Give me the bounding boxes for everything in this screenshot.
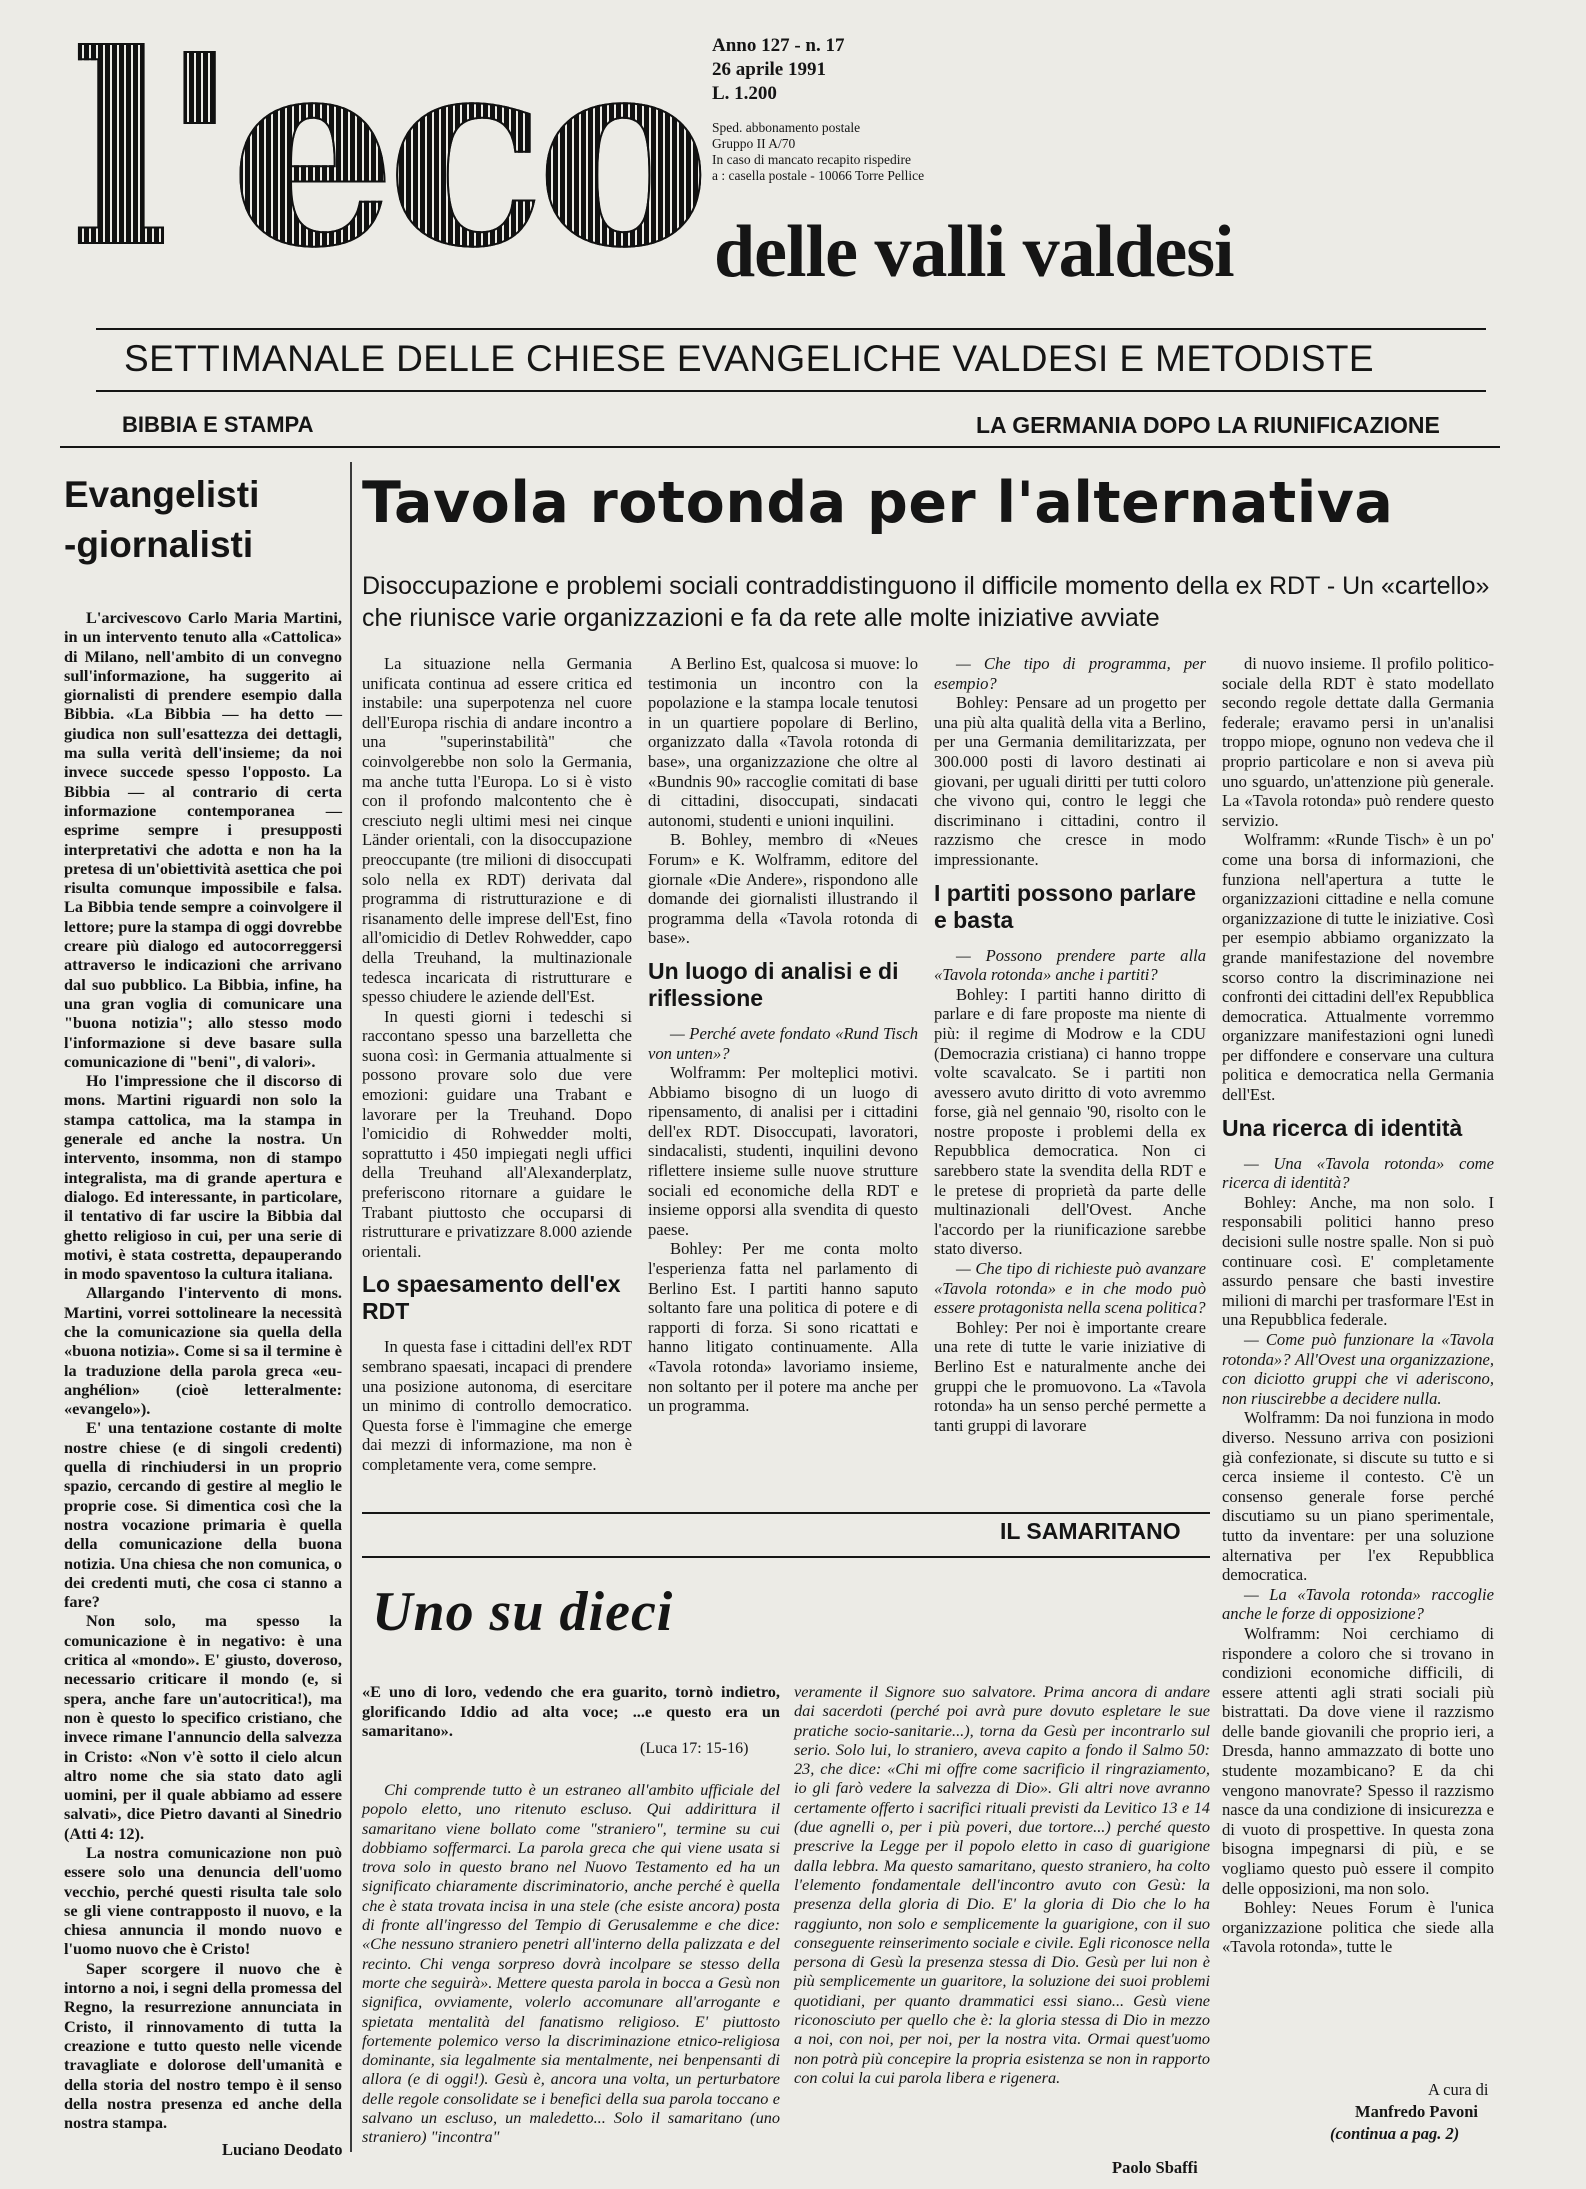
subheading: I partiti possono parlare e basta <box>934 879 1196 933</box>
samaritan-reference: (Luca 17: 15-16) <box>640 1740 749 1757</box>
left-title-line: -giornalisti <box>64 524 254 565</box>
paragraph: Wolframm: Per molteplici motivi. Abbiamo bisogno di un luogo di ripensamento, di analisi per i cittadini dell'ex RDT. Disoccupati, lavoratori, sindacalisti, studenti, inquilini devono riflettere insieme sulle nuove strutture sociali ed economiche della RDT e insieme opporsi alla svendita di questo paese. <box>648 1063 918 1239</box>
masthead-rule-top <box>96 328 1486 330</box>
left-paragraph: L'arcivescovo Carlo Maria Martini, in un intervento tenuto alla «Cattolica» di Milano, nell'ambito di un convegno sull'informazione, ha suggerito ai giornalisti di prendere esempio dalla Bibbia. «La Bibbia — ha detto — giudica non sull'esattezza dei dettagli, ma sulla verità dell'insieme; da noi invece succede spesso l'opposto. La Bibbia — al contrario di certa informazione contemporanea — esprime sempre i presupposti interpretativi che adotta e non ha la pretesa di un'obiettività asettica che poi risulta comunque impossibile e falsa. La Bibbia tende sempre a coinvolgere il lettore; pure la stampa di oggi dovrebbe creare più dialogo ed autocorreggersi attraverso le indicazioni che arrivano dal suo pubblico. La Bibbia, infine, ha una gran voglia di comunicare una "buona notizia"; allo stesso modo l'informazione si deve basare sulla comunicazione di "beni", di valori». <box>64 608 342 1071</box>
paragraph: Bohley: Neues Forum è l'unica organizzazione politica che siede alla «Tavola rotonda», tutte le <box>1222 1898 1494 1957</box>
subheading: Un luogo di analisi e di riflessione <box>648 957 899 1011</box>
credit-line: A cura di <box>1428 2080 1489 2099</box>
main-column-4 <box>1222 654 1494 2068</box>
samaritan-rule <box>362 1512 1210 1514</box>
interview-question: — La «Tavola rotonda» raccoglie anche le forze di opposizione? <box>1222 1584 1494 1624</box>
paragraph: Bohley: I partiti hanno diritto di parlare e di fare proposte ma niente di più: il regime di Modrow e la CDU (Democrazia cristiana) ci hanno troppe volte scavalcato. Se i partiti non avessero avuto diritto di voto avremmo forse, già nel gennaio '90, risolto con le nostre proposte i problemi della ex Repubblica democratica. Non ci sarebbero state la svendita della RDT e le pretese di proprietà da parte delle multinazionali dell'Ovest. Anche l'accordo per la riunificazione sarebbe stato diverso. <box>934 984 1206 1259</box>
paragraph: di nuovo insieme. Il profilo politico-sociale della RDT è stato modellato secondo regole dettate dalla Germania federale; eravamo persi in un'analisi troppo miope, ognuno non vedeva che il proprio particolare e non si aveva più uno sguardo, un'attenzione più generale. La «Tavola rotonda» può rendere questo servizio. <box>1222 654 1494 830</box>
interview-question: — Come può funzionare la «Tavola rotonda»? All'Ovest una organizzazione, con diciotto gruppi che vi aderiscono, non riuscirebbe a decidere nulla. <box>1222 1330 1494 1408</box>
paragraph: A Berlino Est, qualcosa si muove: lo testimonia un incontro con la popolazione e la stampa locale tenutosi in un quartiere popolare di Berlino, organizzato dalla «Tavola rotonda di base», una organizzazione che oltre al «Bundnis 90» raccoglie comitati di base di cittadini, disoccupati, sindacati autonomi, studenti e unioni inquilini. <box>648 654 918 830</box>
postal-line: a : casella postale - 10066 Torre Pellice <box>712 168 925 183</box>
left-paragraph: E' una tentazione costante di molte nostre chiese (e di singoli credenti) quella di rinchiudersi in un proprio spazio, cercando di gestire al meglio le proprie cose. Si dimentica così che la nostra vocazione primaria è quella della comunicazione della buona notizia. Una chiesa che non comunica, o dei credenti muti, che cosa ci stanno a fare? <box>64 1418 342 1612</box>
paragraph: In questa fase i cittadini dell'ex RDT sembrano spaesati, incapaci di prendere una posizione autonoma, di esercitare un minimo di controllo democratico. Questa forse è l'immagine che emerge dai mezzi di informazione, ma non è completamente vera, come sempre. <box>362 1337 632 1474</box>
issue-info <box>712 34 1072 106</box>
interview-question: — Che tipo di programma, per esempio? <box>934 654 1206 693</box>
left-author: Luciano Deodato <box>222 2140 343 2159</box>
left-kicker: BIBBIA E STAMPA <box>122 412 314 437</box>
column-divider <box>350 462 352 2152</box>
postal-line: In caso di mancato recapito rispedire <box>712 152 912 167</box>
subheading: Lo spaesamento dell'ex RDT <box>362 1271 621 1325</box>
samaritan-title: Uno su dieci <box>372 1581 674 1643</box>
issue-price: L. 1.200 <box>712 83 777 104</box>
samaritan-rule-2 <box>362 1556 1210 1558</box>
samaritan-column-2: veramente il Signore suo salvatore. Prima ancora di andare dai sacerdoti (perché poi avrà pure dovuto espletare le sue pratiche socio-sanitarie...), torna da Gesù per incontrarlo sul serio. Solo lui, lo straniero, aveva capito a fondo il Salmo 50: 23, che dice: «Chi mi offre come sacrificio il ringraziamento, io gli farò vedere la salvezza di Dio». Gli altri nove avranno certamente offerto i sacrifici rituali previsti da Levitico 13 e 14 (due agnelli o, per i più poveri, due tortore...) perché questo prescrive la Legge per il popolo eletto in caso di guarigione dalla lebbra. Ma questo samaritano, questo straniero, ha colto l'elemento fondamentale dell'incontro avuto con Gesù: la presenza della gloria di Dio. E' la gloria di Dio che lo ha raggiunto, non solo e semplicemente la guarigione, con il suo conseguente reinserimento sociale e civile. Egli riconosce nella persona di Gesù la presenza stessa di Dio. Gesù per lui non è più semplicemente un guaritore, la soluzione dei suoi problemi quotidiani, per quanto drammatici essi siano... Gesù viene riconosciuto per quello che è: la gloria stessa di Dio in mezzo a noi, con noi, per noi, per la nostra vita. Ormai quest'uomo non potrà più concepire la propria esistenza se non in rapporto con colui la cui parola libera e rigenera. <box>794 1682 1210 2087</box>
credit-author: Manfredo Pavoni <box>1355 2102 1478 2121</box>
paragraph: La situazione nella Germania unificata continua ad essere critica ed instabile: una superpotenza nel cuore dell'Europa rischia di andare incontro a una "superinstabilità" che coinvolgerebbe non solo la Germania, ma anche tutta l'Europa. Lo si è visto con il profondo malcontento che è cresciuto negli ultimi mesi nei cinque Länder orientali, con la disoccupazione preoccupante (tre milioni di disoccupati solo nella ex RDT) derivata dal programma di ristrutturazione e di risanamento delle imprese dell'Est, fino all'omicidio di Detlev Rohwedder, capo della Treuhand, la multinazionale tedesca incaricata di ristrutturare e spesso chiudere le aziende dell'Est. <box>362 654 632 1007</box>
left-paragraph: Non solo, ma spesso la comunicazione è in negativo: è una critica al «mondo». E' giusto, doveroso, necessario criticare il mondo (e, si spera, anche fare un'autocritica!), ma non è questo lo specifico cristiano, che invece rimane l'annuncio della salvezza in Cristo: «Non v'è sotto il cielo alcun altro nome che sia stato dato agli uomini, per il quale abbiamo ad essere salvati», dice Pietro davanti al Sinedrio (Atti 4: 12). <box>64 1611 342 1843</box>
postal-line: Sped. abbonamento postale <box>712 120 861 135</box>
interview-question: — Che tipo di richieste può avanzare «Tavola rotonda» e in che modo può essere protagonista nella scena politica? <box>934 1259 1206 1318</box>
samaritan-author: Paolo Sbaffi <box>1112 2158 1198 2177</box>
paragraph: Wolframm: Da noi funziona in modo diverso. Nessuno arriva con posizioni già confezionate, si discute su tutto e si cerca insieme il contesto. C'è un consenso generale forse perché discutiamo su un piano sperimentale, tutto da inventare: per una soluzione alternativa per l'ex Repubblica democratica. <box>1222 1408 1494 1585</box>
paragraph: In questi giorni i tedeschi si raccontano spesso una barzelletta che suona così: in Germania attualmente si possono provare solo due vere emozioni: guidare una Trabant e lavorare per la Treuhand. Dopo l'omicidio di Rohwedder molti, soprattutto i 450 impiegati negli uffici della Treuhand all'Alexanderplatz, preferiscono ritornare a guidare le Trabant piuttosto che occuparsi di ristrutturare e privatizzare 8.000 aziende orientali. <box>362 1006 632 1261</box>
samaritan-column-1: Chi comprende tutto è un estraneo all'ambito ufficiale del popolo eletto, uno ritenuto escluso. Qui addirittura il samaritano viene bollato come "straniero", termine su cui dobbiamo soffermarci. La parola greca che qui viene usata si trova solo in questo brano nel Nuovo Testamento ed ha un significato chiaramente discriminatorio, anche perché è quella che è stata trovata incisa in una stele (che esiste ancora) posta di fronte all'ingresso del Tempio di Gerusalemme e che dice: «Che nessuno straniero penetri all'interno della palizzata e del recinto. Chi venga sorpreso dovrà incolpare se stesso della morte che seguirà». Mettere questa parola in bocca a Gesù non significa, ovviamente, volerlo accomunare all'arrogante e spietata mentalità del fanatismo religioso. E' piuttosto fortemente polemico verso la discriminazione etnico-religiosa dominante, sia legalmente sia mentalmente, nei benpensanti di allora (e di oggi!). Gesù è, ancora una volta, un perturbatore delle regole consolidate se i benefici della sua parola toccano e salvano un escluso, un maledetto... Solo il samaritano (uno straniero) "incontra" <box>362 1780 780 2147</box>
masthead-rule-bottom <box>96 390 1486 392</box>
samaritan-kicker: IL SAMARITANO <box>1000 1518 1181 1544</box>
paragraph: Bohley: Per me conta molto l'esperienza fatta nel parlamento di Berlino Est. I partiti hanno saputo soltanto fare una politica di potere e di rapporti di forza. Si sono ricattati e hanno litigato continuamente. Alla «Tavola rotonda» lavoriamo insieme, non soltanto per il potere ma anche per un programma. <box>648 1239 918 1416</box>
postal-line: Gruppo II A/70 <box>712 136 796 151</box>
paragraph: B. Bohley, membro di «Neues Forum» e K. Wolframm, editore del giornale «Die Andere», rispondono alle domande dei giornalisti illustrando il programma della «Tavola rotonda di base». <box>648 830 918 948</box>
interview-question: — Una «Tavola rotonda» come ricerca di identità? <box>1222 1153 1494 1193</box>
left-paragraph: La nostra comunicazione non può essere solo una denuncia dell'uomo vecchio, perché questi risulta tale solo se gli viene contrapposto il nuovo, e la chiesa annuncia il mondo nuovo e l'uomo nuovo che è Cristo! <box>64 1843 342 1959</box>
weekly-banner: SETTIMANALE DELLE CHIESE EVANGELICHE VALDESI E METODISTE <box>124 338 1374 379</box>
interview-question: — Perché avete fondato «Rund Tisch von unten»? <box>648 1023 918 1063</box>
paragraph: Wolframm: «Runde Tisch» è un po' come una borsa di informazioni, che funziona nell'apertura a tutte le organizzazioni cittadine e nella comune organizzazione di tutte le iniziative. Così per esempio abbiamo organizzato la grande manifestazione del novembre scorso contro la discriminazione nei confronti dei cittadini dell'ex Repubblica democratica. Attualmente vorremmo organizzare manifestazioni ogni lunedì per diffondere e conservare una cultura politica e democratica nella Germania dell'Est. <box>1222 830 1494 1105</box>
left-article-body <box>64 608 342 2133</box>
postal-info <box>712 120 1072 184</box>
left-title-line: Evangelisti <box>64 474 260 515</box>
samaritan-epigraph: «E uno di loro, vedendo che era guarito, tornò indietro, glorificando Iddio ad alta voce; ...e questo era un samaritano». <box>362 1682 780 1741</box>
subheading: Una ricerca di identità <box>1222 1114 1463 1141</box>
main-column-1 <box>362 654 632 1506</box>
paragraph: Wolframm: Noi cerchiamo di rispondere a coloro che si trovano in condizioni economiche difficili, di essere attenti agli strati sociali più bistrattati. Da dove viene il razzismo delle bande giovanili che proprio ieri, a Dresda, hanno ammazzato di botte uno studente mozambicano? E da chi vengono manovrate? Spesso il razzismo nasce da una condizione di insicurezza e di vuoto di prospettive. In questa zona bisogna impegnarsi di più, e se vogliamo questo può essere il compito delle opposizioni, ma non solo. <box>1222 1623 1494 1898</box>
left-paragraph: Saper scorgere il nuovo che è intorno a noi, i segni della promessa del Regno, la resurrezione annunciata in Cristo, il rinnovamento di tutta la creazione e tutto questo nelle vicende travagliate e dolorose dell'umanità e della storia del nostro tempo è il senso della nostra presenza ed anche della nostra stampa. <box>64 1958 342 2133</box>
interview-question: — Possono prendere parte alla «Tavola rotonda» anche i partiti? <box>934 945 1206 985</box>
paragraph: Bohley: Anche, ma non solo. I responsabili politici hanno preso decisioni sulle nostre spalle. Non si può continuare così. E' completamente assurdo pensare che basti investire milioni di marchi per trasformare l'Est in una Repubblica federale. <box>1222 1192 1494 1330</box>
main-deck: Disoccupazione e problemi sociali contraddistinguono il difficile momento della ex RDT - Un «cartello» che riunisce varie organizzazioni e fa da rete alle molte iniziative avviate <box>362 572 1490 632</box>
continued-note: (continua a pag. 2) <box>1330 2124 1460 2143</box>
paragraph: Bohley: Per noi è importante creare una rete di tutte le varie iniziative di Berlino Est e naturalmente anche dei gruppi che le promuovono. La «Tavola rotonda» ha un senso perché permette a tanti gruppi di lavorare <box>934 1317 1206 1435</box>
main-kicker: LA GERMANIA DOPO LA RIUNIFICAZIONE <box>976 412 1440 438</box>
issue-date: 26 aprile 1991 <box>712 59 826 80</box>
main-headline: Tavola rotonda per l'alternativa <box>362 470 1394 536</box>
masthead-logo: l'eco <box>70 20 710 300</box>
paragraph: Bohley: Pensare ad un progetto per una più alta qualità della vita a Berlino, per una Germania demilitarizzata, per 300.000 posti di lavoro destinati ai giovani, per uguali diritti per tutti coloro che vivono qui, contro le leggi che discriminano i cittadini, contro il razzismo che cresce in modo impressionante. <box>934 693 1206 869</box>
section-rule <box>60 446 1500 448</box>
main-column-2 <box>648 654 918 1506</box>
left-paragraph: Ho l'impressione che il discorso di mons. Martini riguardi non solo la stampa cattolica, ma la stampa in generale ed anche la nostra. Un intervento, insomma, non di stampo integralista, ma di grande apertura e dialogo. Ed interessante, in particolare, il tentativo di far uscire la Bibbia dal ghetto religioso in cui, per una serie di motivi, è stata costretta, depauperando in modo spaventoso la cultura italiana. <box>64 1071 342 1284</box>
main-column-3 <box>934 654 1206 1506</box>
issue-number: Anno 127 - n. 17 <box>712 35 845 56</box>
left-paragraph: Allargando l'intervento di mons. Martini, vorrei sottolineare la necessità che la comunicazione sia quella della «buona notizia». Come si sa il termine è la traduzione della parola greca «eu-anghélion» (cioè letteralmente: «evangelo»). <box>64 1283 342 1419</box>
masthead-subtitle: delle valli valdesi <box>714 211 1234 293</box>
left-article-title <box>64 470 324 570</box>
